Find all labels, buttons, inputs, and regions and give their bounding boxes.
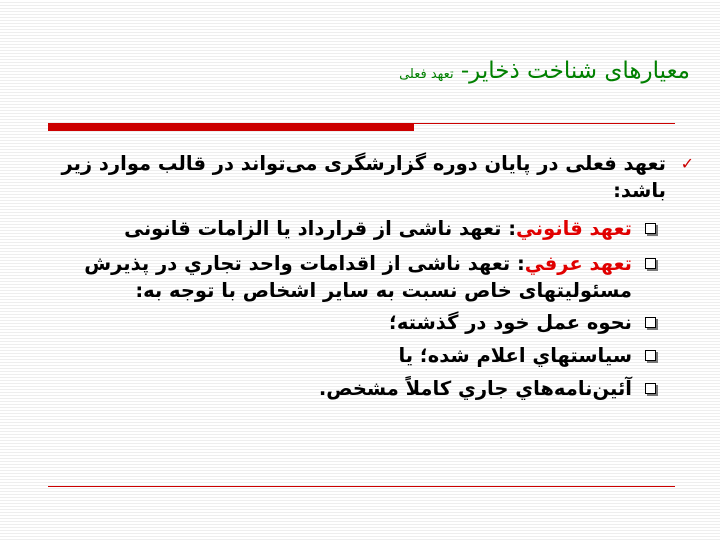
term-colon: : <box>508 217 517 240</box>
bullet-text: تعهد ناشی از قرارداد يا الزامات قانونی <box>124 217 509 240</box>
bullet-item-main <box>30 150 698 204</box>
checkbox-icon <box>645 223 656 234</box>
term-constructive-obligation: تعهد عرفي <box>524 252 632 275</box>
term-legal-obligation: تعهد قانوني <box>516 217 632 240</box>
bullet-item-constructive-obligation <box>30 250 664 304</box>
sub-bullet-published-policies <box>30 342 664 369</box>
bullet-text: نحوه عمل خود در گذشته؛ <box>389 311 632 334</box>
slide-body <box>30 150 698 402</box>
bullet-text: تعهد ناشی از اقدامات واحد تجاري در پذيرش مسئوليتهای خاص نسبت به ساير اشخاص با توجه به: <box>84 252 632 302</box>
sub-bullet-current-regulations <box>30 375 664 402</box>
slide-title-main: معيارهای شناخت ذخاير- <box>453 58 690 84</box>
bullet-text: تعهد فعلی در پايان دوره گزارشگری می‌تواند در قالب موارد زير باشد: <box>61 152 666 202</box>
bullet-item-legal-obligation <box>30 215 664 242</box>
term-colon: : <box>516 252 525 275</box>
checkbox-icon <box>645 317 656 328</box>
slide-title <box>40 58 690 84</box>
checkbox-icon <box>645 350 656 361</box>
title-divider-thick <box>48 124 414 131</box>
bullet-text: آئين‌نامه‌هاي جاري كاملاً مشخص. <box>318 377 632 400</box>
bullet-text: سياستهاي اعلام شده؛ يا <box>398 344 632 367</box>
checkbox-icon <box>645 258 656 269</box>
footer-divider <box>48 486 675 487</box>
checkmark-icon: ✓ <box>680 154 694 173</box>
checkbox-icon <box>645 383 656 394</box>
sub-bullet-past-practice <box>30 309 664 336</box>
slide-title-subtitle: تعهد فعلی <box>399 67 454 82</box>
